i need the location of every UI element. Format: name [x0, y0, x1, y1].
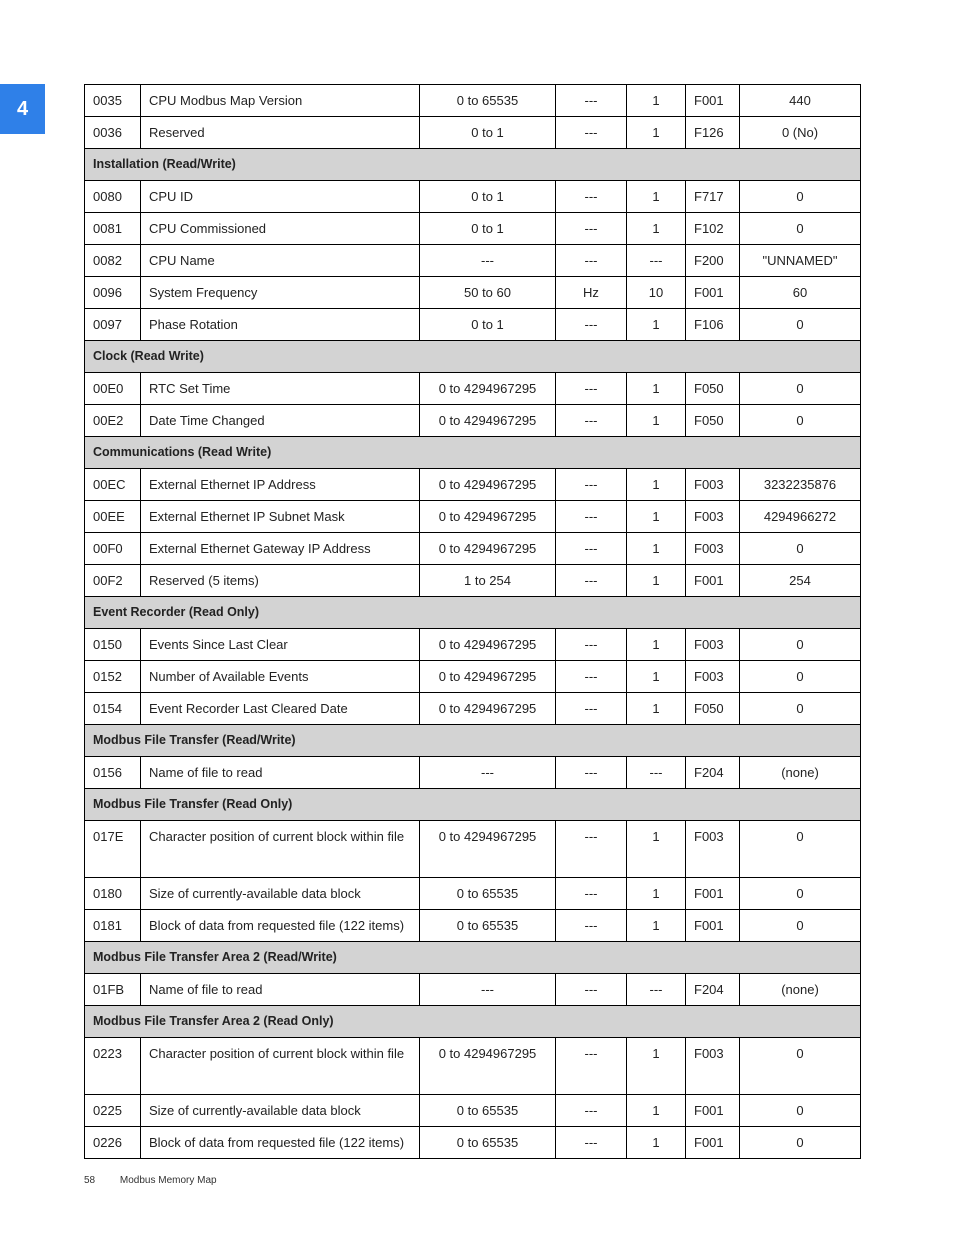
range-cell: 0 to 65535 — [420, 85, 556, 117]
format-cell: F003 — [686, 501, 740, 533]
default-cell: 3232235876 — [740, 469, 861, 501]
section-title: Event Recorder (Read Only) — [85, 597, 861, 629]
register-name-cell: Block of data from requested file (122 items) — [141, 1127, 420, 1159]
units-cell: --- — [556, 757, 627, 789]
step-cell: 1 — [627, 693, 686, 725]
address-cell: 0081 — [85, 213, 141, 245]
address-cell: 0080 — [85, 181, 141, 213]
step-cell: 1 — [627, 309, 686, 341]
format-cell: F003 — [686, 469, 740, 501]
range-cell: 50 to 60 — [420, 277, 556, 309]
format-cell: F003 — [686, 533, 740, 565]
table-row — [85, 1127, 861, 1159]
table-row — [85, 661, 861, 693]
step-cell: 1 — [627, 469, 686, 501]
address-cell: 017E — [85, 821, 141, 878]
section-header-row — [85, 942, 861, 974]
register-name-cell: Character position of current block within file — [141, 1038, 420, 1095]
default-cell: 0 — [740, 878, 861, 910]
format-cell: F050 — [686, 693, 740, 725]
section-header-row — [85, 437, 861, 469]
section-title: Modbus File Transfer Area 2 (Read Only) — [85, 1006, 861, 1038]
table-row — [85, 213, 861, 245]
register-name-cell: Size of currently-available data block — [141, 878, 420, 910]
units-cell: --- — [556, 469, 627, 501]
table-row — [85, 277, 861, 309]
step-cell: 1 — [627, 910, 686, 942]
units-cell: --- — [556, 821, 627, 878]
format-cell: F001 — [686, 1095, 740, 1127]
table-row — [85, 629, 861, 661]
section-title: Modbus File Transfer (Read Only) — [85, 789, 861, 821]
range-cell: 0 to 65535 — [420, 910, 556, 942]
default-cell: 0 — [740, 693, 861, 725]
address-cell: 00F0 — [85, 533, 141, 565]
default-cell: 440 — [740, 85, 861, 117]
default-cell: 4294966272 — [740, 501, 861, 533]
format-cell: F102 — [686, 213, 740, 245]
address-cell: 0223 — [85, 1038, 141, 1095]
address-cell: 0036 — [85, 117, 141, 149]
register-name-cell: Block of data from requested file (122 items) — [141, 910, 420, 942]
register-name-cell: CPU Modbus Map Version — [141, 85, 420, 117]
default-cell: 0 — [740, 533, 861, 565]
default-cell: 0 — [740, 405, 861, 437]
range-cell: 0 to 4294967295 — [420, 405, 556, 437]
format-cell: F200 — [686, 245, 740, 277]
units-cell: --- — [556, 405, 627, 437]
units-cell: --- — [556, 117, 627, 149]
format-cell: F204 — [686, 974, 740, 1006]
default-cell: 0 — [740, 1095, 861, 1127]
units-cell: --- — [556, 1038, 627, 1095]
range-cell: 0 to 1 — [420, 213, 556, 245]
step-cell: 1 — [627, 533, 686, 565]
step-cell: 1 — [627, 1038, 686, 1095]
table-row — [85, 85, 861, 117]
register-name-cell: Reserved — [141, 117, 420, 149]
default-cell: "UNNAMED" — [740, 245, 861, 277]
range-cell: 0 to 65535 — [420, 1095, 556, 1127]
register-name-cell: Date Time Changed — [141, 405, 420, 437]
chapter-tab: 4 — [0, 84, 45, 134]
format-cell: F050 — [686, 405, 740, 437]
format-cell: F001 — [686, 565, 740, 597]
register-name-cell: Character position of current block within file — [141, 821, 420, 878]
table-row — [85, 117, 861, 149]
units-cell: --- — [556, 629, 627, 661]
range-cell: 0 to 4294967295 — [420, 469, 556, 501]
page-number: 58 — [84, 1175, 96, 1186]
default-cell: 0 — [740, 213, 861, 245]
register-name-cell: Name of file to read — [141, 757, 420, 789]
table-row — [85, 565, 861, 597]
address-cell: 0152 — [85, 661, 141, 693]
format-cell: F126 — [686, 117, 740, 149]
default-cell: 0 — [740, 821, 861, 878]
units-cell: Hz — [556, 277, 627, 309]
section-header-row — [85, 597, 861, 629]
step-cell: 1 — [627, 565, 686, 597]
default-cell: 0 — [740, 309, 861, 341]
footer-title: Modbus Memory Map — [119, 1175, 217, 1186]
default-cell: 0 — [740, 661, 861, 693]
register-name-cell: CPU Commissioned — [141, 213, 420, 245]
range-cell: --- — [420, 757, 556, 789]
units-cell: --- — [556, 661, 627, 693]
range-cell: 0 to 65535 — [420, 1127, 556, 1159]
register-name-cell: Size of currently-available data block — [141, 1095, 420, 1127]
units-cell: --- — [556, 213, 627, 245]
range-cell: 0 to 1 — [420, 309, 556, 341]
default-cell: 60 — [740, 277, 861, 309]
address-cell: 0154 — [85, 693, 141, 725]
address-cell: 0225 — [85, 1095, 141, 1127]
table-row — [85, 878, 861, 910]
units-cell: --- — [556, 373, 627, 405]
format-cell: F001 — [686, 1127, 740, 1159]
register-name-cell: Name of file to read — [141, 974, 420, 1006]
table-row — [85, 533, 861, 565]
range-cell: 0 to 4294967295 — [420, 661, 556, 693]
step-cell: 1 — [627, 405, 686, 437]
step-cell: 1 — [627, 1095, 686, 1127]
format-cell: F001 — [686, 910, 740, 942]
units-cell: --- — [556, 181, 627, 213]
table-row — [85, 1095, 861, 1127]
table-row — [85, 181, 861, 213]
step-cell: 1 — [627, 373, 686, 405]
step-cell: 1 — [627, 878, 686, 910]
address-cell: 0181 — [85, 910, 141, 942]
format-cell: F001 — [686, 85, 740, 117]
range-cell: 0 to 4294967295 — [420, 1038, 556, 1095]
range-cell: --- — [420, 974, 556, 1006]
units-cell: --- — [556, 1095, 627, 1127]
units-cell: --- — [556, 245, 627, 277]
section-title: Modbus File Transfer (Read/Write) — [85, 725, 861, 757]
default-cell: 0 — [740, 1127, 861, 1159]
address-cell: 00E0 — [85, 373, 141, 405]
default-cell: 0 — [740, 1038, 861, 1095]
step-cell: --- — [627, 974, 686, 1006]
default-cell: (none) — [740, 974, 861, 1006]
register-name-cell: RTC Set Time — [141, 373, 420, 405]
step-cell: 1 — [627, 85, 686, 117]
register-name-cell: CPU ID — [141, 181, 420, 213]
step-cell: 1 — [627, 181, 686, 213]
default-cell: 0 — [740, 629, 861, 661]
units-cell: --- — [556, 878, 627, 910]
section-header-row — [85, 149, 861, 181]
register-name-cell: External Ethernet IP Subnet Mask — [141, 501, 420, 533]
range-cell: 0 to 1 — [420, 181, 556, 213]
range-cell: 0 to 65535 — [420, 878, 556, 910]
range-cell: 0 to 4294967295 — [420, 533, 556, 565]
range-cell: --- — [420, 245, 556, 277]
address-cell: 0156 — [85, 757, 141, 789]
address-cell: 00EE — [85, 501, 141, 533]
table-row — [85, 757, 861, 789]
units-cell: --- — [556, 309, 627, 341]
units-cell: --- — [556, 565, 627, 597]
address-cell: 0035 — [85, 85, 141, 117]
range-cell: 1 to 254 — [420, 565, 556, 597]
section-header-row — [85, 1006, 861, 1038]
default-cell: 0 — [740, 373, 861, 405]
section-header-row — [85, 789, 861, 821]
step-cell: 1 — [627, 213, 686, 245]
default-cell: (none) — [740, 757, 861, 789]
step-cell: 1 — [627, 501, 686, 533]
page-footer — [84, 1175, 217, 1186]
register-name-cell: External Ethernet IP Address — [141, 469, 420, 501]
step-cell: --- — [627, 245, 686, 277]
address-cell: 0180 — [85, 878, 141, 910]
range-cell: 0 to 4294967295 — [420, 373, 556, 405]
range-cell: 0 to 4294967295 — [420, 693, 556, 725]
table-row — [85, 974, 861, 1006]
step-cell: 1 — [627, 661, 686, 693]
table-row — [85, 821, 861, 878]
register-name-cell: External Ethernet Gateway IP Address — [141, 533, 420, 565]
table-row — [85, 501, 861, 533]
step-cell: 1 — [627, 117, 686, 149]
section-header-row — [85, 341, 861, 373]
address-cell: 0097 — [85, 309, 141, 341]
section-title: Installation (Read/Write) — [85, 149, 861, 181]
register-name-cell: Event Recorder Last Cleared Date — [141, 693, 420, 725]
step-cell: 10 — [627, 277, 686, 309]
address-cell: 0226 — [85, 1127, 141, 1159]
format-cell: F003 — [686, 661, 740, 693]
units-cell: --- — [556, 1127, 627, 1159]
units-cell: --- — [556, 85, 627, 117]
register-name-cell: System Frequency — [141, 277, 420, 309]
step-cell: --- — [627, 757, 686, 789]
default-cell: 254 — [740, 565, 861, 597]
format-cell: F001 — [686, 277, 740, 309]
format-cell: F003 — [686, 821, 740, 878]
range-cell: 0 to 4294967295 — [420, 501, 556, 533]
register-name-cell: Reserved (5 items) — [141, 565, 420, 597]
step-cell: 1 — [627, 821, 686, 878]
address-cell: 00EC — [85, 469, 141, 501]
section-title: Modbus File Transfer Area 2 (Read/Write) — [85, 942, 861, 974]
address-cell: 0150 — [85, 629, 141, 661]
range-cell: 0 to 4294967295 — [420, 821, 556, 878]
format-cell: F001 — [686, 878, 740, 910]
units-cell: --- — [556, 910, 627, 942]
register-name-cell: Phase Rotation — [141, 309, 420, 341]
address-cell: 01FB — [85, 974, 141, 1006]
table-row — [85, 373, 861, 405]
table-row — [85, 405, 861, 437]
range-cell: 0 to 1 — [420, 117, 556, 149]
units-cell: --- — [556, 693, 627, 725]
format-cell: F003 — [686, 1038, 740, 1095]
table-row — [85, 1038, 861, 1095]
format-cell: F003 — [686, 629, 740, 661]
format-cell: F106 — [686, 309, 740, 341]
range-cell: 0 to 4294967295 — [420, 629, 556, 661]
register-name-cell: Number of Available Events — [141, 661, 420, 693]
section-title: Clock (Read Write) — [85, 341, 861, 373]
step-cell: 1 — [627, 629, 686, 661]
units-cell: --- — [556, 533, 627, 565]
section-header-row — [85, 725, 861, 757]
units-cell: --- — [556, 974, 627, 1006]
section-title: Communications (Read Write) — [85, 437, 861, 469]
address-cell: 00F2 — [85, 565, 141, 597]
units-cell: --- — [556, 501, 627, 533]
table-row — [85, 693, 861, 725]
table-row — [85, 910, 861, 942]
default-cell: 0 (No) — [740, 117, 861, 149]
default-cell: 0 — [740, 910, 861, 942]
address-cell: 0082 — [85, 245, 141, 277]
address-cell: 00E2 — [85, 405, 141, 437]
format-cell: F204 — [686, 757, 740, 789]
default-cell: 0 — [740, 181, 861, 213]
register-name-cell: CPU Name — [141, 245, 420, 277]
register-name-cell: Events Since Last Clear — [141, 629, 420, 661]
modbus-memory-map-table — [84, 84, 861, 1159]
step-cell: 1 — [627, 1127, 686, 1159]
address-cell: 0096 — [85, 277, 141, 309]
table-row — [85, 309, 861, 341]
format-cell: F717 — [686, 181, 740, 213]
table-row — [85, 469, 861, 501]
format-cell: F050 — [686, 373, 740, 405]
table-row — [85, 245, 861, 277]
